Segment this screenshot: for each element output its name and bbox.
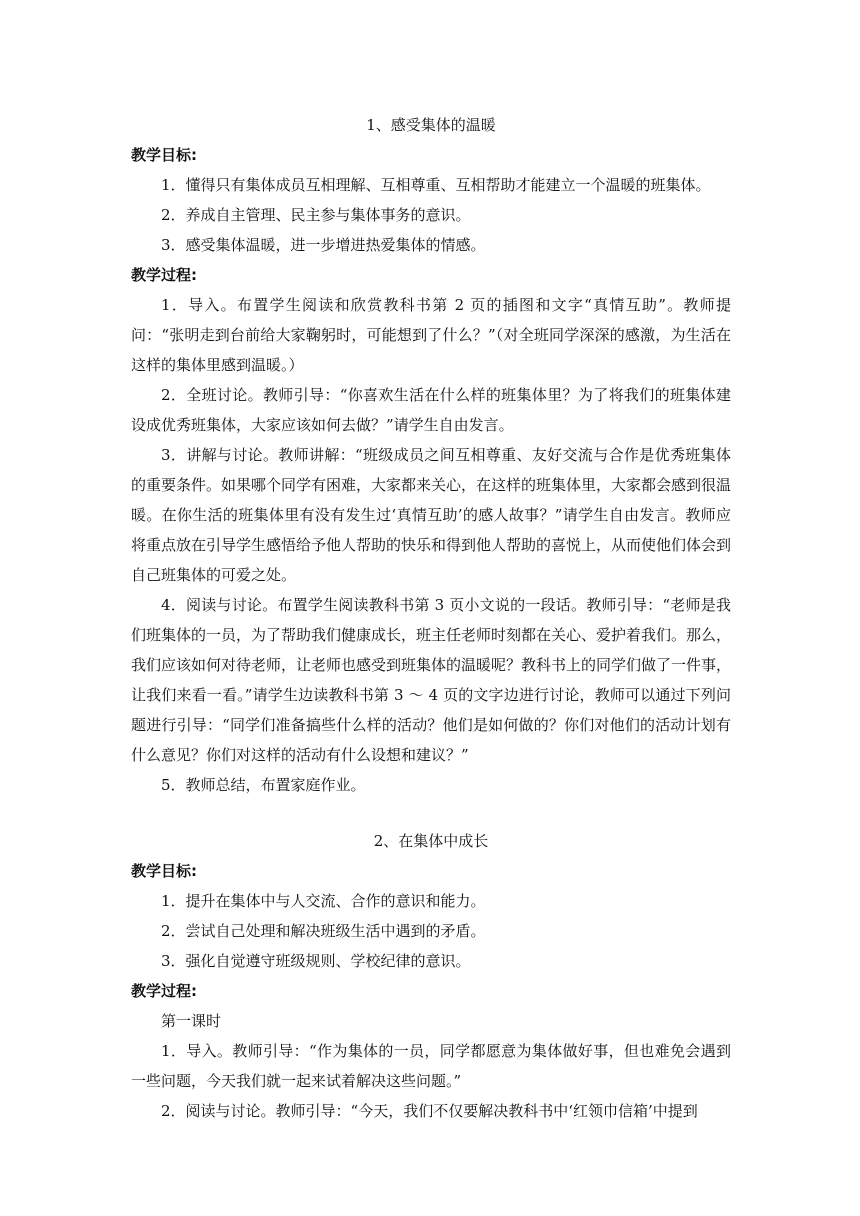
section1-process-step: 4．阅读与讨论。布置学生阅读教科书第 3 页小文说的一段话。教师引导：“老师是我们班集体的一员，为了帮助我们健康成长，班主任老师时刻都在关心、爱护着我们。那么，我们应该如何对待老师，让老师也感受到班集体的温暖呢？教科书上的同学们做了一件事，让我们来看一看。”请学生边读教科书第 3 ～ 4 页的文字边进行讨论，教师可以通过下列问题进行引导：“同学们准备搞些什么样的活动？他们是如何做的？你们对他们的活动计划有什么意见？你们对这样的活动有什么设想和建议？” xyxy=(131,596,732,764)
section-spacer xyxy=(131,800,731,826)
section2-process-step: 2．阅读与讨论。教师引导：“今天，我们不仅要解决教科书中‘红领巾信箱’中提到 xyxy=(161,1102,698,1120)
section2-process-heading: 教学过程: xyxy=(131,982,197,1000)
section1-process-step: 5．教师总结，布置家庭作业。 xyxy=(161,776,366,794)
section2-process-step: 1．导入。教师引导：“作为集体的一员，同学都愿意为集体做好事，但也难免会遇到一些问题，今天我们就一起来试着解决这些问题。” xyxy=(131,1042,731,1090)
section2-goal-item: 2．尝试自己处理和解决班级生活中遇到的矛盾。 xyxy=(161,922,486,940)
lesson-label: 第一课时 xyxy=(161,1012,222,1030)
section1-process-step: 3．讲解与讨论。教师讲解：“班级成员之间互相尊重、友好交流与合作是优秀班集体的重要条件。如果哪个同学有困难，大家都来关心，在这样的班集体里，大家都会感到很温暖。在你生活的班集体里有没有发生过‘真情互助’的感人故事？”请学生自由发言。教师应将重点放在引导学生感悟给予他人帮助的快乐和得到他人帮助的喜悦上，从而使他们体会到自己班集体的可爱之处。 xyxy=(131,446,732,584)
section1-goals-heading: 教学目标: xyxy=(131,146,197,164)
section1-process-step: 2．全班讨论。教师引导：“你喜欢生活在什么样的班集体里？为了将我们的班集体建设成优秀班集体，大家应该如何去做？”请学生自由发言。 xyxy=(131,386,731,434)
section1-process-step: 1．导入。布置学生阅读和欣赏教科书第 2 页的插图和文字“真情互助”。教师提问：“张明走到台前给大家鞠躬时，可能想到了什么？”（对全班同学深深的感激，为生活在这样的集体里感到温暖。） xyxy=(131,296,731,374)
document-page xyxy=(131,110,731,1126)
section1-goal-item: 3．感受集体温暖，进一步增进热爱集体的情感。 xyxy=(161,236,486,254)
section2-title: 2、在集体中成长 xyxy=(373,832,489,850)
section1-title: 1、感受集体的温暖 xyxy=(366,116,496,134)
section2-goal-item: 3．强化自觉遵守班级规则、学校纪律的意识。 xyxy=(161,952,471,970)
section1-goal-item: 2．养成自主管理、民主参与集体事务的意识。 xyxy=(161,206,471,224)
section1-goal-item: 1．懂得只有集体成员互相理解、互相尊重、互相帮助才能建立一个温暖的班集体。 xyxy=(161,176,711,194)
section2-goals-heading: 教学目标: xyxy=(131,862,197,880)
section1-process-heading: 教学过程: xyxy=(131,266,197,284)
section2-goal-item: 1．提升在集体中与人交流、合作的意识和能力。 xyxy=(161,892,486,910)
